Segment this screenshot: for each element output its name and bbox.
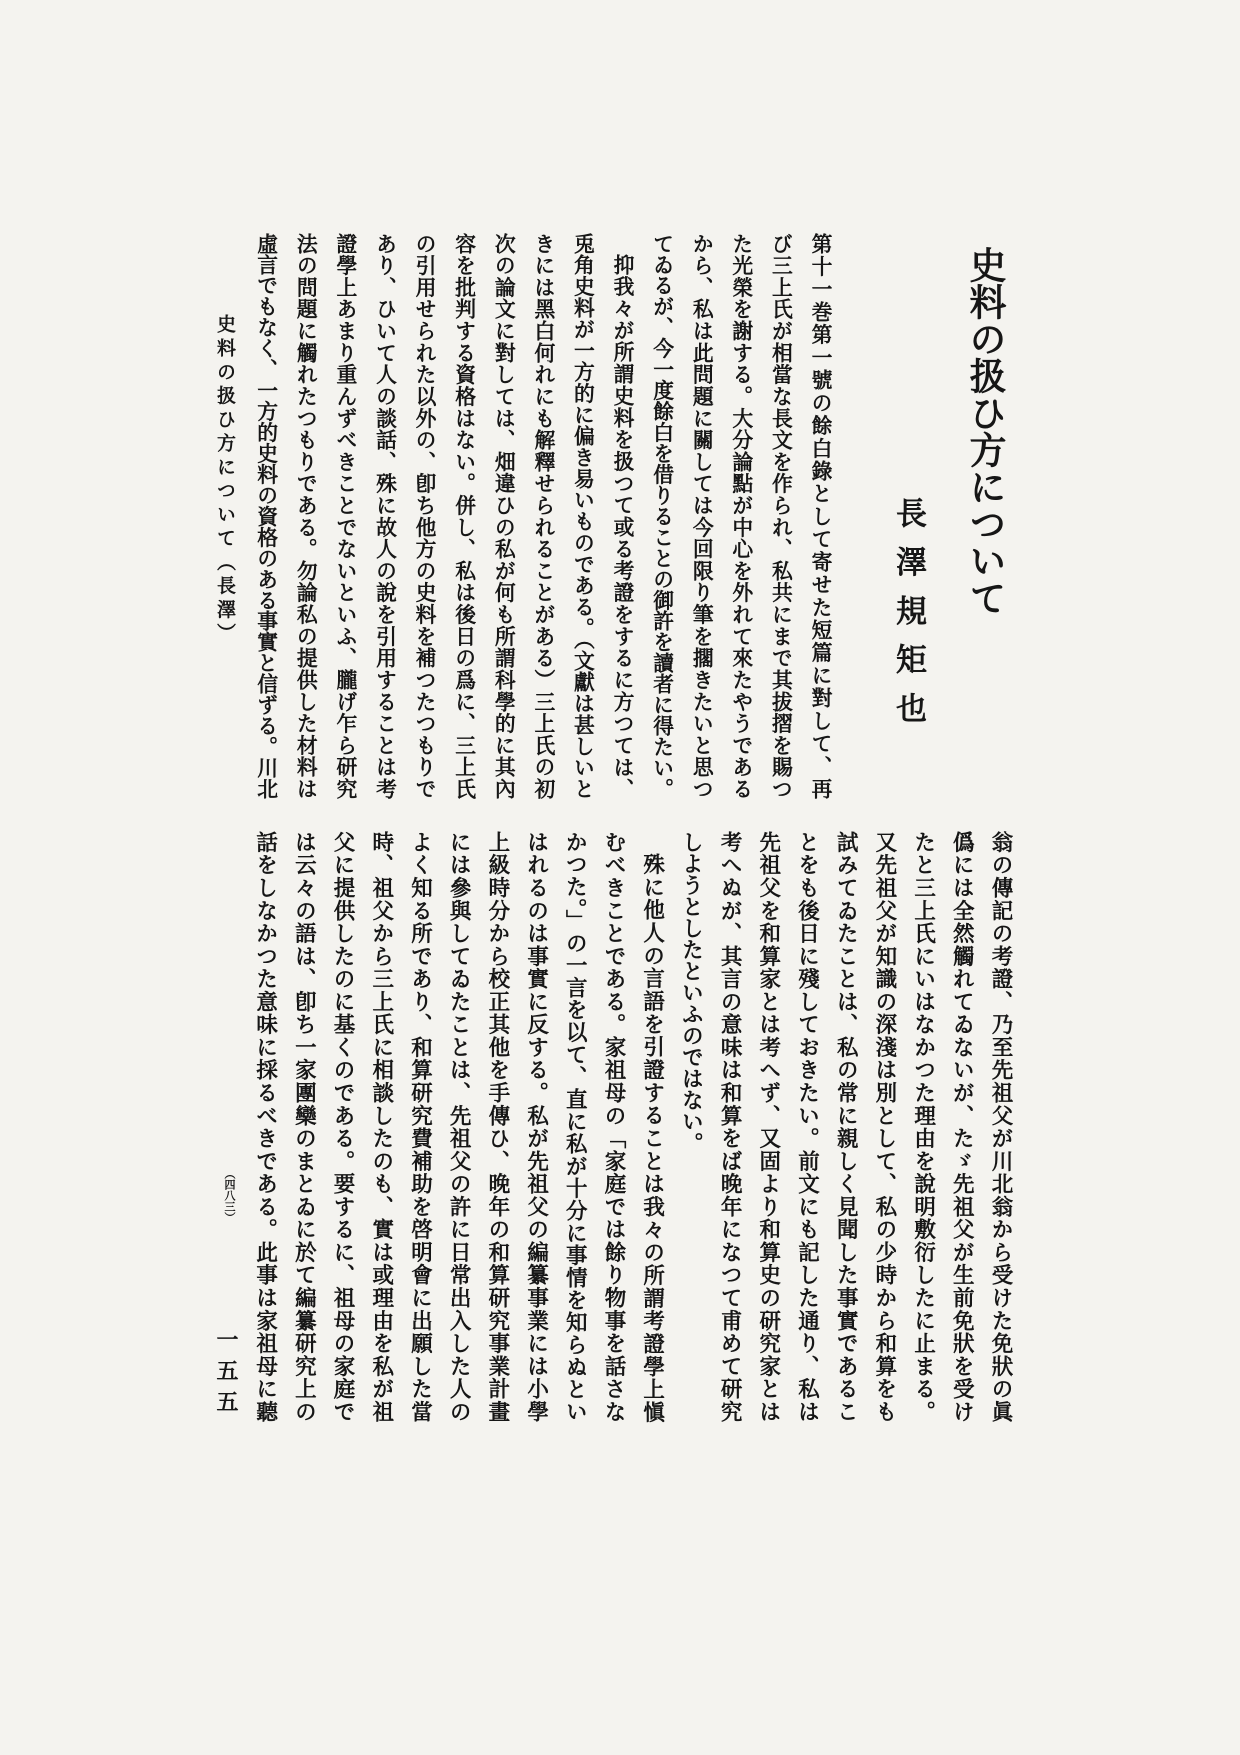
text-line: 僞には全然觸れてゐないが、たゞ先祖父が生前免狀を受け <box>949 831 975 1422</box>
text-line: 容を批判する資格はない。併し、私は後日の爲に、三上氏 <box>451 233 477 799</box>
text-line: 試みてゐたことは、私の常に親しく見聞した事實であるこ <box>833 831 859 1422</box>
text-line: かつた。」の一言を以て、直に私が十分に事情を知らぬとい <box>562 831 588 1423</box>
text-line: むべきことである。家祖母の「家庭では餘り物事を話さな <box>600 831 626 1422</box>
text-line: 殊に他人の言語を引證することは我々の所謂考證學上愼 <box>639 852 665 1422</box>
article-title: 史料の扱ひ方について <box>963 246 1007 616</box>
text-line: び三上氏が相當な長文を作られ、私共にまで其拔摺を賜つ <box>768 233 794 799</box>
text-line: の引用せられた以外の、卽ち他方の史料を補つたつもりで <box>412 233 438 799</box>
running-title: 史料の扱ひ方について（長澤） <box>214 314 236 642</box>
text-line: 虛言でもなく、一方的史料の資格のある事實と信ずる。川北 <box>253 233 279 799</box>
text-line: 翁の傳記の考證、乃至先祖父が川北翁から受けた免狀の眞 <box>988 831 1013 1422</box>
journal-page-number: （四八三） <box>223 1168 236 1223</box>
text-line: 考へぬが、其言の意味は和算をば晚年になつて甫めて研究 <box>717 831 743 1422</box>
upper-text-block <box>246 233 840 799</box>
text-line: には參與してゐたことは、先祖父の許に日常出入した人の <box>446 831 472 1422</box>
text-line: 次の論文に對しては、畑違ひの私が何も所謂科學的に其內 <box>491 233 517 799</box>
author-name: 長澤規矩也 <box>890 497 926 723</box>
text-line: はれるのは事實に反する。私が先祖父の編纂事業には小學 <box>523 831 549 1422</box>
page-number: 一五五 <box>213 1328 239 1412</box>
text-line: てゐるが、今一度餘白を借りることの御許を讀者に得たい。 <box>649 233 675 799</box>
text-line: 法の問題に觸れたつもりである。勿論私の提供した材料は <box>293 233 319 799</box>
text-line: は云々の語は、卽ち一家團欒のまとゐに於て編纂研究上の <box>291 831 317 1422</box>
text-line: 第十一巻第一號の餘白錄として寄せた短篇に對して、再 <box>808 233 833 799</box>
text-line: 抑我々が所謂史料を扱つて或る考證をするに方つては、 <box>610 253 636 799</box>
text-line: きには黑白何れにも解釋せられることがある）三上氏の初 <box>530 233 556 799</box>
text-line: 先祖父を和算家とは考へず、又固より和算史の研究家とは <box>755 831 781 1422</box>
text-line: た光榮を謝する。大分論點が中心を外れて來たやうである <box>728 233 754 799</box>
text-line: 兎角史料が一方的に偏き易いものである。（文獻は甚しいと <box>570 233 596 799</box>
lower-text-block <box>245 831 1019 1422</box>
text-line: 話をしなかつた意味に採るべきである。此事は家祖母に聽 <box>252 831 278 1422</box>
text-line: 父に提供したのに基くのである。要するに、祖母の家庭で <box>330 831 356 1422</box>
text-line: 時、祖父から三上氏に相談したのも、實は或理由を私が祖 <box>368 831 394 1422</box>
text-line: 上級時分から校正其他を手傳ひ、晚年の和算研究事業計畫 <box>484 831 510 1422</box>
text-line: よく知る所であり、和算研究費補助を啓明會に出願した當 <box>407 831 433 1422</box>
text-line: 又先祖父が知識の深淺は別として、私の少時から和算をも <box>871 831 897 1422</box>
text-line: とをも後日に殘しておきたい。前文にも記した通り、私は <box>794 831 820 1422</box>
text-line: あり、ひいて人の談話、殊に故人の說を引用することは考 <box>372 233 398 799</box>
text-line: から、私は此問題に關しては今回限り筆を擱きたいと思つ <box>689 233 715 799</box>
text-line: たと三上氏にいはなかつた理由を說明敷衍したに止まる。 <box>910 831 936 1422</box>
text-line: しようとしたといふのではない。 <box>678 831 704 1154</box>
text-line: 證學上あまり重んずべきことでないといふ、朧げ乍ら研究 <box>332 233 358 799</box>
